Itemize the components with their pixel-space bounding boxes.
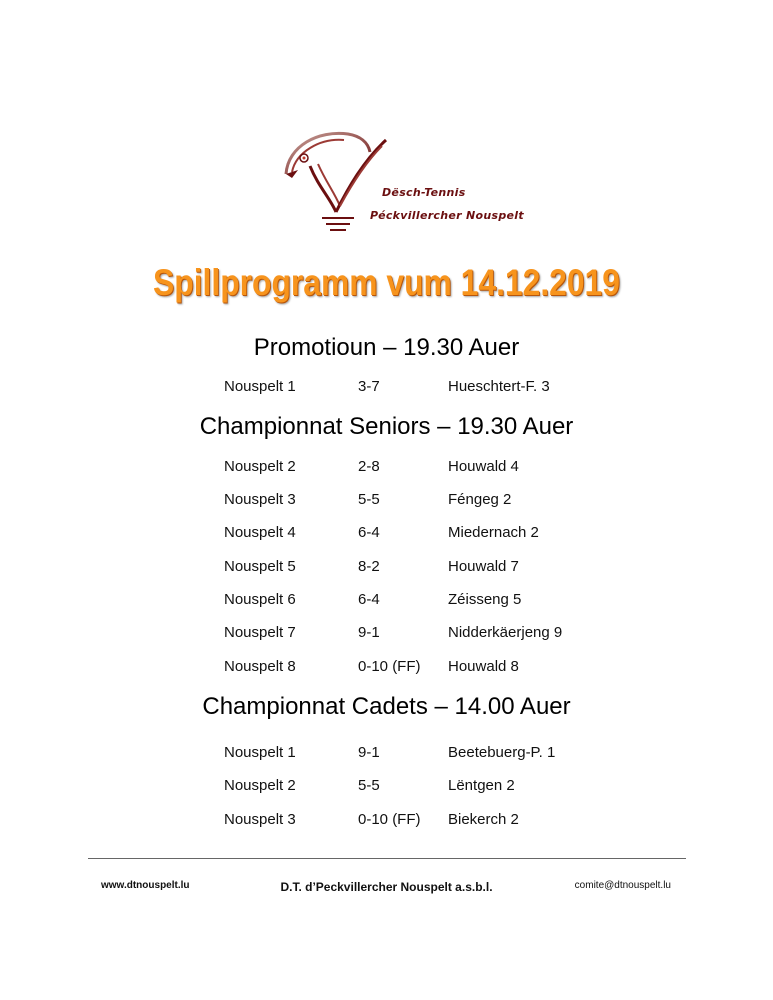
logo-text-line2: Péckvillercher Nouspelt xyxy=(370,209,524,222)
match-row xyxy=(0,378,773,398)
home-team: Nouspelt 6 xyxy=(224,591,296,608)
away-team: Biekerch 2 xyxy=(448,811,519,828)
section-title-promotioun: Promotioun – 19.30 Auer xyxy=(253,334,520,361)
home-team: Nouspelt 1 xyxy=(224,378,296,395)
score: 0-10 (FF) xyxy=(358,811,421,828)
score: 9-1 xyxy=(358,744,380,761)
logo-text-line1: Dësch-Tennis xyxy=(382,186,466,199)
away-team: Hueschtert-F. 3 xyxy=(448,378,550,395)
footer-club-name: D.T. d’Peckvillercher Nouspelt a.s.b.l. xyxy=(280,880,493,894)
score: 8-2 xyxy=(358,558,380,575)
home-team: Nouspelt 3 xyxy=(224,811,296,828)
home-team: Nouspelt 4 xyxy=(224,524,296,541)
section-title-seniors: Championnat Seniors – 19.30 Auer xyxy=(199,413,574,440)
home-team: Nouspelt 7 xyxy=(224,624,296,641)
match-row xyxy=(0,591,773,611)
away-team: Miedernach 2 xyxy=(448,524,539,541)
home-team: Nouspelt 5 xyxy=(224,558,296,575)
section-title-cadets: Championnat Cadets – 14.00 Auer xyxy=(202,693,571,720)
footer-website-link[interactable]: www.dtnouspelt.lu xyxy=(101,880,190,891)
away-team: Beetebuerg-P. 1 xyxy=(448,744,556,761)
footer-divider xyxy=(88,858,686,859)
match-row xyxy=(0,777,773,797)
match-row xyxy=(0,458,773,478)
match-row xyxy=(0,624,773,644)
away-team: Nidderkäerjeng 9 xyxy=(448,624,563,641)
footer-email-link[interactable]: comite@dtnouspelt.lu xyxy=(574,880,671,891)
score: 6-4 xyxy=(358,591,380,608)
match-row xyxy=(0,811,773,831)
away-team: Lëntgen 2 xyxy=(448,777,515,794)
match-row xyxy=(0,491,773,511)
away-team: Houwald 7 xyxy=(448,558,519,575)
score: 0-10 (FF) xyxy=(358,658,421,675)
home-team: Nouspelt 2 xyxy=(224,777,296,794)
away-team: Féngeg 2 xyxy=(448,491,512,508)
home-team: Nouspelt 3 xyxy=(224,491,296,508)
score: 5-5 xyxy=(358,491,380,508)
home-team: Nouspelt 1 xyxy=(224,744,296,761)
score: 6-4 xyxy=(358,524,380,541)
home-team: Nouspelt 2 xyxy=(224,458,296,475)
away-team: Houwald 8 xyxy=(448,658,519,675)
score: 9-1 xyxy=(358,624,380,641)
match-row xyxy=(0,524,773,544)
page-title: Spillprogramm vum 14.12.2019 xyxy=(153,262,620,303)
score: 2-8 xyxy=(358,458,380,475)
score: 3-7 xyxy=(358,378,380,395)
match-row xyxy=(0,658,773,678)
away-team: Zéisseng 5 xyxy=(448,591,522,608)
away-team: Houwald 4 xyxy=(448,458,519,475)
match-row xyxy=(0,558,773,578)
home-team: Nouspelt 8 xyxy=(224,658,296,675)
match-row xyxy=(0,744,773,764)
club-logo xyxy=(278,126,524,234)
score: 5-5 xyxy=(358,777,380,794)
